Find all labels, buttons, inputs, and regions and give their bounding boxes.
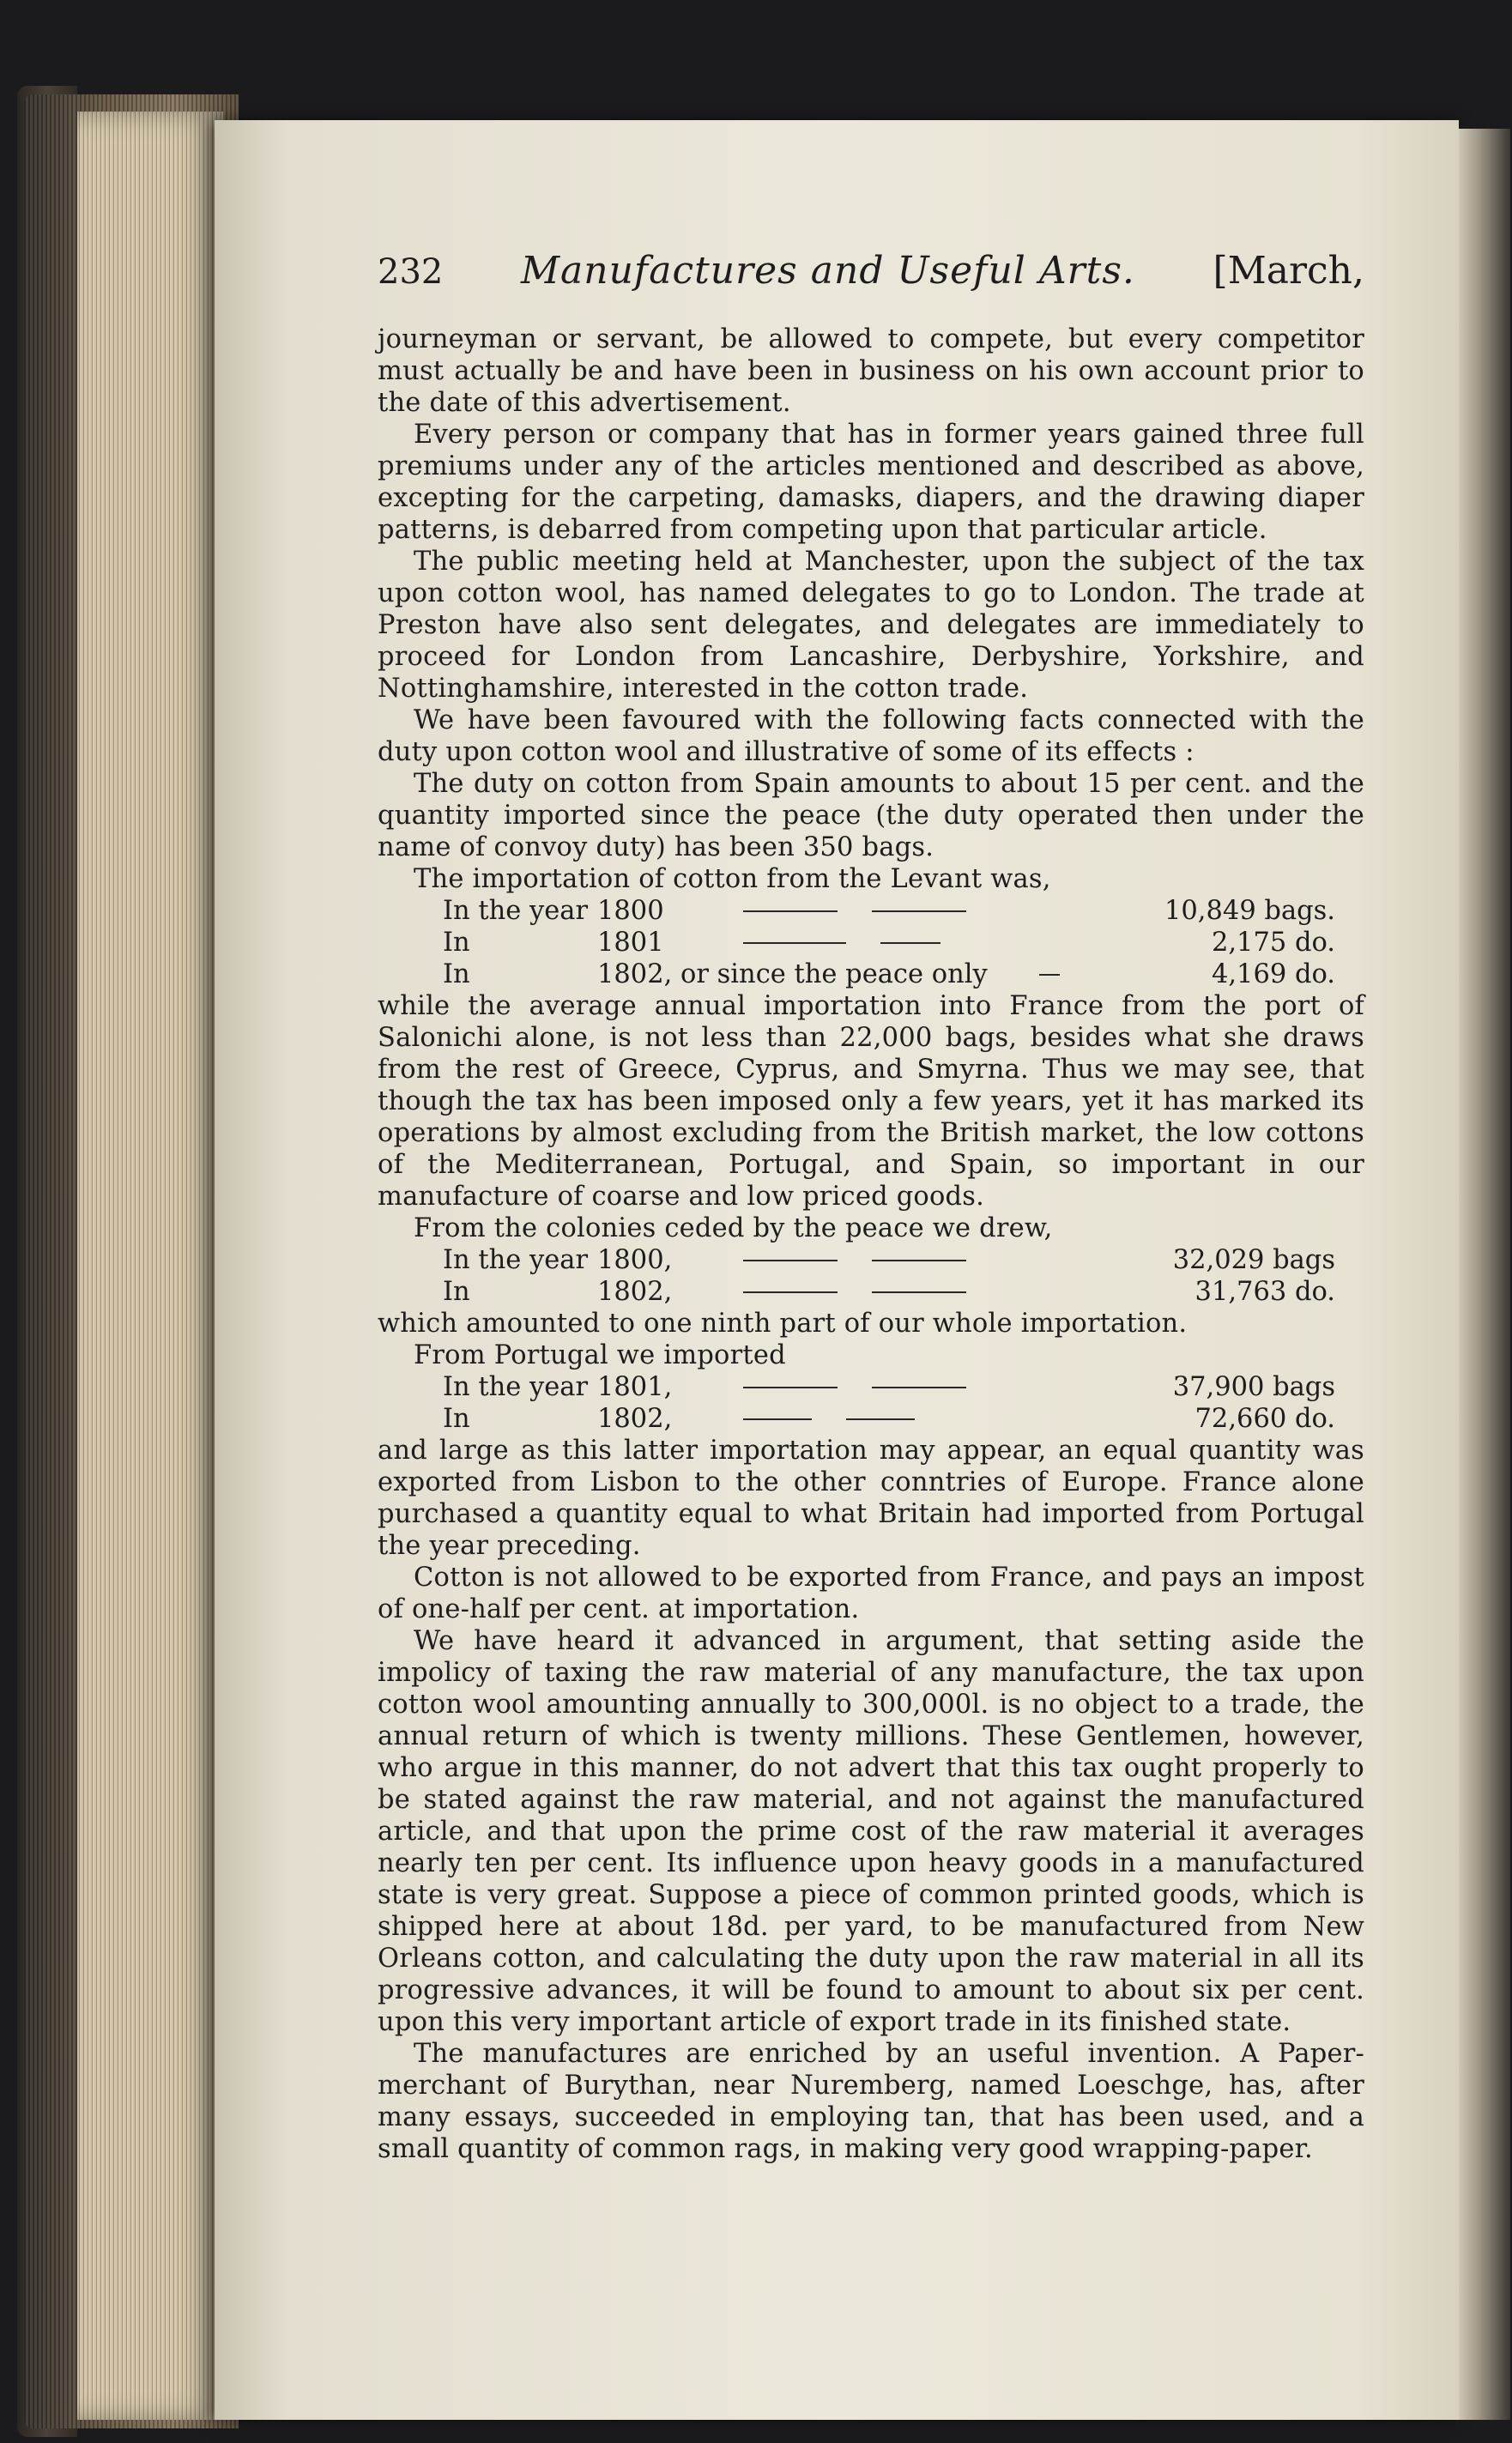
paragraph: Every person or company that has in former years gained three full premiums under any of the articles mentioned and described as above, excepting for the carpeting, damasks, diapers, and the drawing diaper patterns, is debarred from competing upon that particular article. [378, 420, 1364, 545]
page-content [378, 249, 1364, 2165]
paragraph: From Portugal we imported [414, 1340, 786, 1370]
table-row [378, 1403, 1364, 1435]
row-amount: 72,660 do. [1194, 1404, 1335, 1434]
leader-rule [743, 910, 838, 912]
colonies-import-table [378, 1244, 1364, 1308]
running-month: [March, [1213, 249, 1364, 293]
table-row [378, 1276, 1364, 1308]
paragraph: Cotton is not allowed to be exported from France, and pays an impost of one-half per cent. at importation. [378, 1563, 1364, 1624]
row-year: 1802, [597, 1277, 673, 1307]
table-row [378, 895, 1364, 927]
running-title: Manufactures and Useful Arts. [520, 249, 1135, 293]
leader-rule [872, 910, 966, 912]
leader-rule [872, 1260, 966, 1261]
paragraph: The duty on cotton from Spain amounts to about 15 per cent. and the quantity imported since the peace (the duty operated then under the name of convoy duty) has been 350 bags. [378, 769, 1364, 862]
row-year: 1801 [597, 928, 664, 958]
row-amount: 31,763 do. [1194, 1277, 1335, 1307]
paragraph: journeyman or servant, be allowed to compete, but every competitor must actually be and have been in business on his own account prior to the date of this advertisement. [378, 324, 1364, 418]
row-label: In the year [443, 896, 589, 926]
row-label: In the year [443, 1372, 589, 1402]
portugal-import-table [378, 1371, 1364, 1435]
leader-rule [1039, 974, 1060, 976]
leader-rule [743, 1418, 812, 1420]
leader-rule [743, 1260, 838, 1261]
leader-rule [872, 1387, 966, 1388]
leader-rule [846, 1418, 915, 1420]
row-label: In [443, 1277, 470, 1307]
row-amount: 4,169 do. [1211, 959, 1335, 989]
row-label: In the year [443, 1245, 589, 1275]
levant-import-table [378, 895, 1364, 990]
table-row [378, 1244, 1364, 1276]
row-year: 1802, or since the peace only [597, 959, 988, 989]
paragraph: The manufactures are enriched by an useful invention. A Paper-merchant of Burythan, near Nuremberg, named Loeschge, has, after many essays, succeeded in employing tan, that has been used, and a small quantity of common rags, in making very good wrapping-paper. [378, 2039, 1364, 2164]
row-amount: 32,029 bags [1172, 1245, 1335, 1275]
leader-rule [743, 942, 846, 944]
row-amount: 2,175 do. [1211, 928, 1335, 958]
row-year: 1800, [597, 1245, 673, 1275]
leader-rule [743, 1387, 838, 1388]
page-number: 232 [378, 252, 444, 292]
leader-rule [743, 1291, 838, 1293]
row-label: In [443, 928, 470, 958]
leader-rule [880, 942, 940, 944]
paragraph: The importation of cotton from the Levant was, [414, 864, 1051, 894]
book-right-edge [1459, 129, 1510, 2420]
row-label: In [443, 1404, 470, 1434]
table-row [378, 1371, 1364, 1403]
row-year: 1802, [597, 1404, 673, 1434]
paragraph: The public meeting held at Manchester, upon the subject of the tax upon cotton wool, has named delegates to go to London. The trade at Preston have also sent delegates, and delegates are immediately to proceed for London from Lancashire, Derbyshire, Yorkshire, and Nottinghamshire, interested in the cotton trade. [378, 547, 1364, 704]
row-year: 1800 [597, 896, 664, 926]
row-year: 1801, [597, 1372, 673, 1402]
running-header [378, 249, 1364, 293]
paragraph: which amounted to one ninth part of our whole importation. [378, 1309, 1188, 1339]
row-amount: 37,900 bags [1172, 1372, 1335, 1402]
paragraph: while the average annual importation into France from the port of Salonichi alone, is not less than 22,000 bags, besides what she draws from the rest of Greece, Cyprus, and Smyrna. Thus we may see, that though the tax has been imposed only a few years, yet it has marked its operations by almost excluding from the British market, the low cottons of the Mediterranean, Portugal, and Spain, so important in our manufacture of coarse and low priced goods. [378, 991, 1364, 1212]
paragraph: We have been favoured with the following facts connected with the duty upon cotton wool and illustrative of some of its effects : [378, 705, 1364, 767]
table-row [378, 958, 1364, 990]
row-amount: 10,849 bags. [1164, 896, 1335, 926]
page-stack-edges [77, 112, 223, 2420]
table-row [378, 927, 1364, 958]
paragraph: and large as this latter importation may appear, an equal quantity was exported from Lisbon to the other conntries of Europe. France alone purchased a quantity equal to what Britain had imported from Portugal the year preceding. [378, 1436, 1364, 1561]
paragraph: We have heard it advanced in argument, that setting aside the impolicy of taxing the raw material of any manufacture, the tax upon cotton wool amounting annually to 300,000l. is no object to a trade, the annual return of which is twenty millions. These Gentlemen, however, who argue in this manner, do not advert that this tax ought properly to be stated against the raw material, and not against the manufactured article, and that upon the prime cost of the raw material it averages nearly ten per cent. Its influence upon heavy goods in a manufactured state is very great. Suppose a piece of common printed goods, which is shipped here at about 18d. per yard, to be manufactured from New Orleans cotton, and calculating the duty upon the raw material in all its progressive advances, it will be found to amount to about six per cent. upon this very important article of export trade in its finished state. [378, 1626, 1364, 2037]
paragraph: From the colonies ceded by the peace we drew, [414, 1213, 1053, 1243]
leader-rule [872, 1291, 966, 1293]
row-label: In [443, 959, 470, 989]
